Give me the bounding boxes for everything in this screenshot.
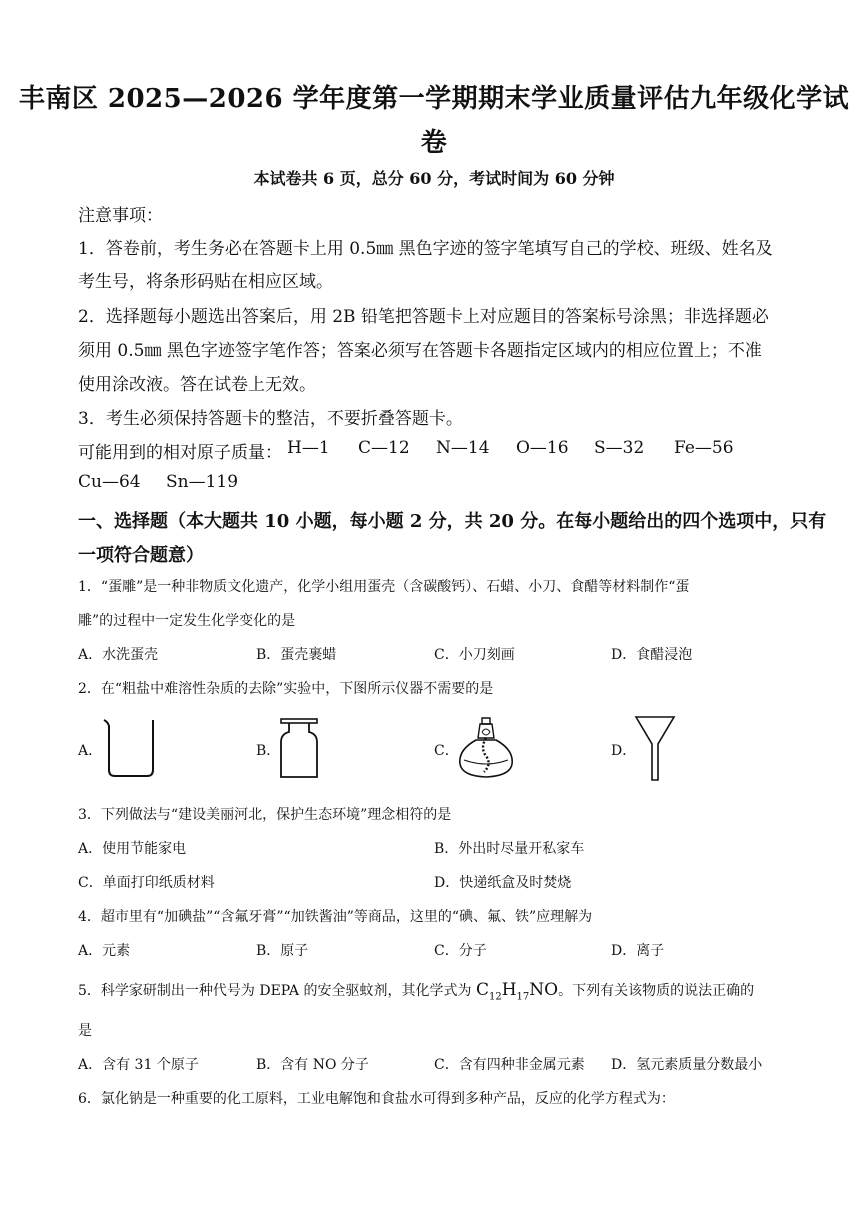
q5-option-b: B．含有 NO 分子	[256, 1057, 369, 1073]
notice-item1-line1: 1．答卷前，考生务必在答题卡上用 0.5㎜ 黑色字迹的签字笔填写自己的学校、班级、姓名及	[78, 239, 773, 259]
notice-item2-line3: 使用涂改液。答在试卷上无效。	[78, 375, 316, 395]
q1-option-b: B．蛋壳裹蜡	[256, 647, 337, 663]
notice-item2-line2: 须用 0.5㎜ 黑色字迹签字笔作答；答案必须写在答题卡各题指定区域内的相应位置上；不准	[78, 341, 762, 361]
notice-heading: 注意事项：	[78, 206, 163, 226]
q3-option-a: A．使用节能家电	[78, 841, 187, 857]
q4-option-d: D．离子	[611, 943, 665, 959]
q5-stem-pre: 5．科学家研制出一种代号为 DEPA 的安全驱蚊剂，其化学式为	[78, 983, 476, 999]
reagent-bottle-icon	[278, 716, 320, 779]
q5-option-d: D．氢元素质量分数最小	[611, 1057, 763, 1073]
notice-item2-line1: 2．选择题每小题选出答案后，用 2B 铅笔把答题卡上对应题目的答案标号涂黑；非选择题必	[78, 307, 769, 327]
q4-option-c: C．分子	[434, 943, 487, 959]
formula-c: C	[475, 980, 489, 1000]
q4-option-b: B．原子	[256, 943, 309, 959]
q2-option-c: C．	[434, 743, 459, 759]
notice-item3: 3．考生必须保持答题卡的整洁，不要折叠答题卡。	[78, 409, 463, 429]
q4-option-a: A．元素	[78, 943, 131, 959]
q4-stem: 4．超市里有“加碘盐”“含氟牙膏”“加铁酱油”等商品，这里的“碘、氟、铁”应理解为	[78, 909, 593, 925]
q3-option-c: C．单面打印纸质材料	[78, 875, 215, 891]
section1-heading-line2: 一项符合题意）	[78, 545, 204, 566]
formula-rest: NO	[529, 980, 559, 1000]
beaker-icon	[102, 718, 160, 778]
atomic-mass-cu: Cu—64	[78, 472, 141, 492]
atomic-mass-fe: Fe—56	[674, 438, 734, 458]
q5-option-a: A．含有 31 个原子	[78, 1057, 199, 1073]
q5-option-c: C．含有四种非金属元素	[434, 1057, 585, 1073]
q2-stem: 2．在“粗盐中难溶性杂质的去除”实验中，下图所示仪器不需要的是	[78, 681, 494, 697]
atomic-mass-o: O—16	[516, 438, 569, 458]
funnel-icon	[634, 714, 676, 782]
formula-h: H	[501, 980, 517, 1000]
q6-stem: 6．氯化钠是一种重要的化工原料，工业电解饱和食盐水可得到多种产品，反应的化学方程式为：	[78, 1091, 675, 1107]
formula-c-sub: 12	[488, 991, 502, 1003]
formula-h-sub: 17	[516, 991, 530, 1003]
alcohol-lamp-icon	[456, 716, 516, 780]
atomic-mass-label: 可能用到的相对原子质量：	[78, 443, 282, 463]
q2-option-b: B．	[256, 743, 281, 759]
atomic-mass-sn: Sn—119	[166, 472, 239, 492]
atomic-mass-s: S—32	[594, 438, 645, 458]
q3-stem: 3．下列做法与“建设美丽河北，保护生态环境”理念相符的是	[78, 807, 452, 823]
q2-option-d: D．	[611, 743, 637, 759]
exam-title-line2: 卷	[420, 128, 448, 158]
q1-option-c: C．小刀刻画	[434, 647, 515, 663]
q3-option-d: D．快递纸盒及时焚烧	[434, 875, 572, 891]
q5-stem-line2: 是	[78, 1023, 92, 1039]
q1-option-d: D．食醋浸泡	[611, 647, 693, 663]
q5-formula	[475, 980, 559, 1003]
atomic-mass-n: N—14	[436, 438, 490, 458]
q1-stem-line1: 1．“蛋雕”是一种非物质文化遗产，化学小组用蛋壳（含碳酸钙）、石蜡、小刀、食醋等材料制作“蛋	[78, 579, 690, 595]
q3-option-b: B．外出时尽量开私家车	[434, 841, 585, 857]
atomic-mass-h: H—1	[287, 438, 330, 458]
q2-option-a: A．	[78, 743, 103, 759]
exam-subtitle: 本试卷共 6 页，总分 60 分，考试时间为 60 分钟	[253, 169, 615, 188]
section1-heading-line1: 一、选择题（本大题共 10 小题，每小题 2 分，共 20 分。在每小题给出的四个选项中，只有	[78, 511, 827, 532]
notice-item1-line2: 考生号，将条形码贴在相应区域。	[78, 272, 333, 292]
q5-stem-post: 。下列有关该物质的说法正确的	[558, 983, 755, 999]
q1-option-a: A．水洗蛋壳	[78, 647, 159, 663]
atomic-mass-c: C—12	[358, 438, 410, 458]
q5-stem-line1	[78, 980, 754, 1002]
q1-stem-line2: 雕”的过程中一定发生化学变化的是	[78, 613, 296, 629]
exam-title-line1: 丰南区 2025—2026 学年度第一学期期末学业质量评估九年级化学试	[18, 84, 850, 114]
